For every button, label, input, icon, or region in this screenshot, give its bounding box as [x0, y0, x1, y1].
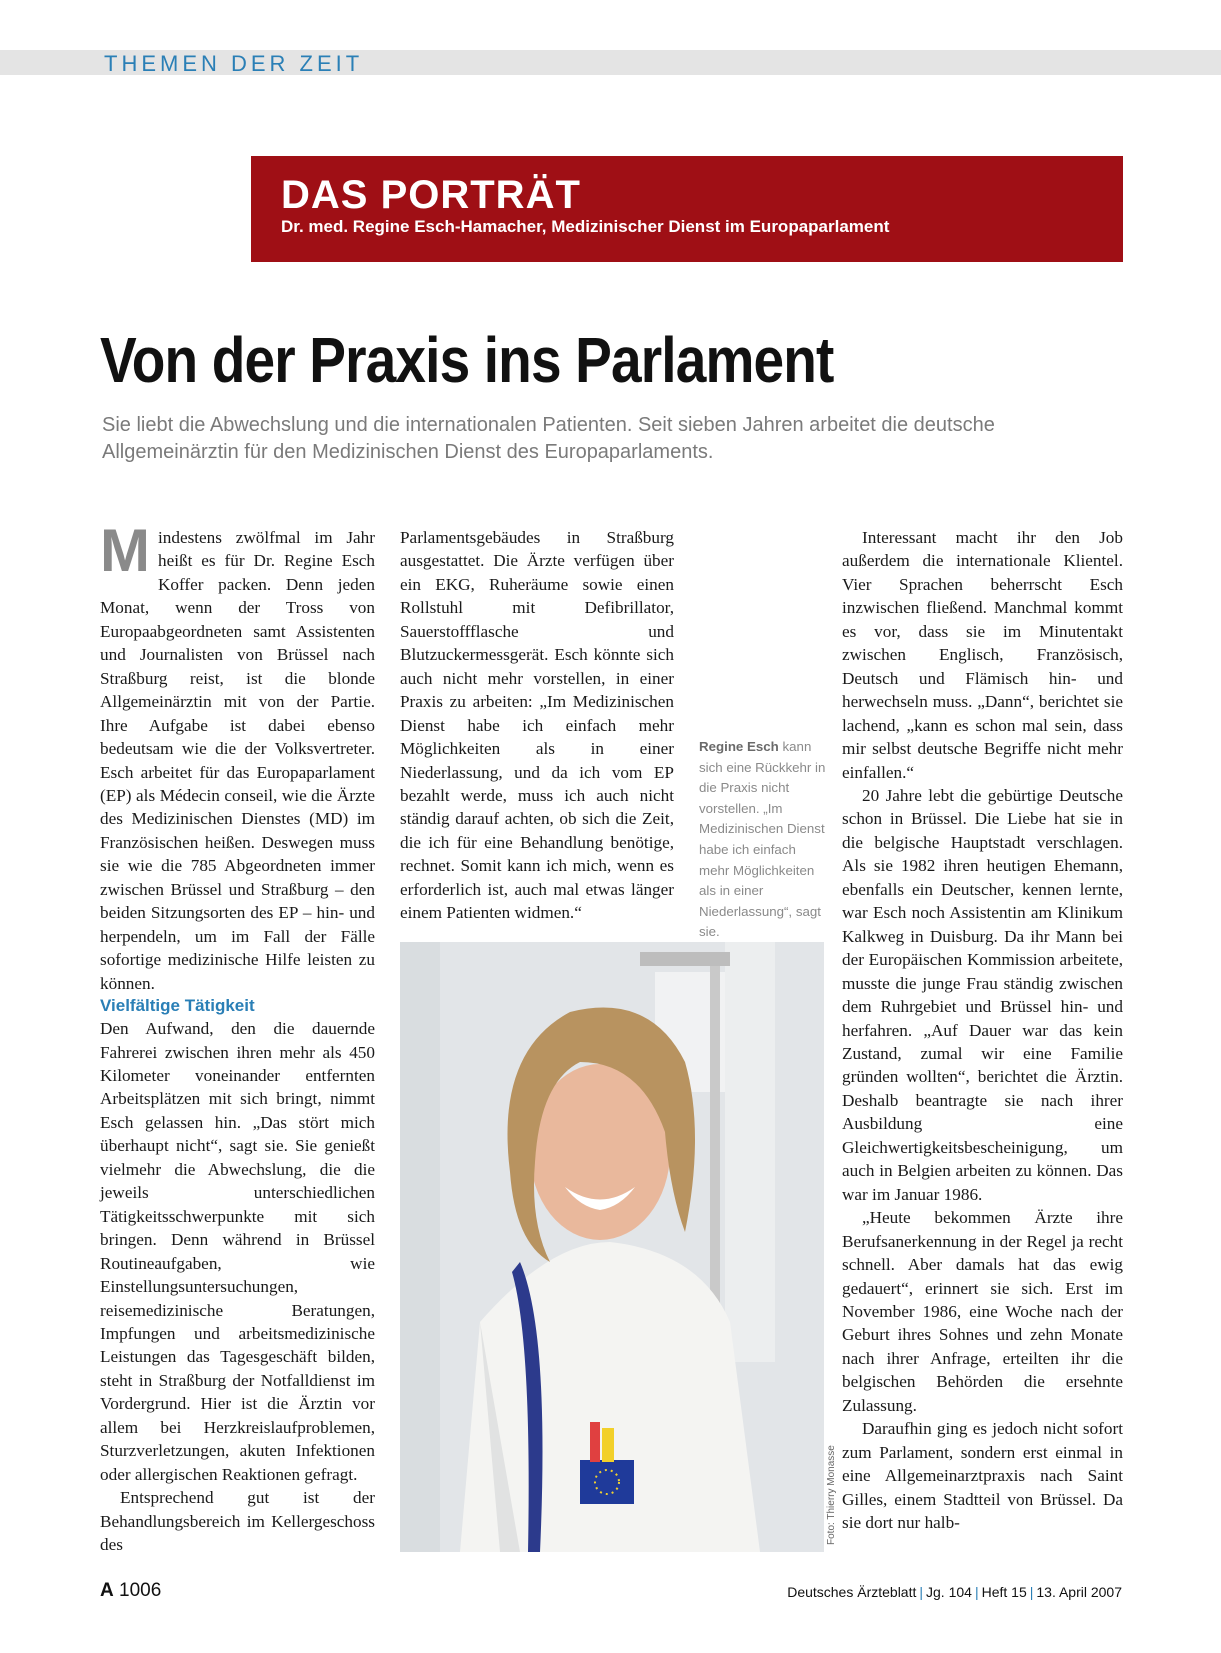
portrait-photo: [400, 942, 824, 1552]
portrait-photo-illustration: [400, 942, 824, 1552]
journal-volume: Jg. 104: [926, 1584, 972, 1600]
page-prefix: A: [100, 1580, 114, 1601]
journal-date: 13. April 2007: [1036, 1584, 1122, 1600]
col1-paragraph-1: indestens zwölfmal im Jahr heißt es für Dr. Regine Esch Koffer packen. Denn jeden Monat, wenn der Tross von Europaabgeordneten samt Assistenten und Journalisten von Brüssel nach Straßburg reist, ist die blonde Allgemeinärztin mit von der Partie. Ihre Aufgabe ist dabei ebenso bedeutsam wie die der Volksvertreter. Esch arbeitet für das Europaparlament (EP) als Médecin conseil, wie die Ärzte des Medizinischen Dienstes (MD) im Französischen heißen. Deswegen muss sie wie die 785 Abgeordneten immer zwischen Brüssel und Straßburg – den beiden Sitzungsorten des EP – hin- und herpendeln, um im Fall der Fälle sofortige medizinische Hilfe leisten zu können.: [100, 528, 375, 993]
headline: Von der Praxis ins Parlament: [100, 324, 834, 396]
col2-paragraph-1: Parlamentsgebäudes in Straßburg ausgestattet. Die Ärzte verfügen über ein EKG, Ruheräume sowie einen Rollstuhl mit Defibrillator, Sauerstoffflasche und Blutzuckermessgerät. Esch könnte sich auch nicht mehr vorstellen, in einer Praxis zu arbeiten: „Im Medizinischen Dienst habe ich einfach mehr Möglichkeiten als in einer Niederlassung, und da ich vom EP bezahlt werde, muss ich auch nicht ständig darauf achten, ob sich die Zeit, die ich für eine Behandlung benötige, rechnet. Somit kann ich mich, wenn es erforderlich ist, auch mal etwas länger einem Patienten widmen.“: [400, 528, 674, 923]
drop-cap: M: [100, 517, 150, 584]
col3-paragraph-1: Interessant macht ihr den Job außerdem die internationale Klientel. Vier Sprachen beherrscht Esch inzwischen fließend. Manchmal kommt es vor, dass sie im Minutentakt zwischen Englisch, Französisch, Deutsch und Flämisch hin- und herwechseln muss. „Dann“, berichtet sie lachend, „kann es schon mal sein, dass mir selbst deutsche Begriffe nicht mehr einfallen.“: [842, 528, 1123, 782]
portrait-banner: [251, 156, 1123, 262]
article-column-1: [100, 517, 375, 1556]
journal-footer: Deutsches Ärzteblatt | Jg. 104 | Heft 15 | 13. April 2007: [787, 1584, 1122, 1600]
col3-paragraph-3: „Heute bekommen Ärzte ihre Berufsanerkennung in der Regel ja recht schnell. Aber damals hat das ewig gedauert“, erinnert sie sich. Erst im November 1986, eine Woche nach der Geburt ihres Sohnes und zehn Monate nach ihrer Anfrage, erteilten ihr die belgischen Behörden die ersehnte Zulassung.: [842, 1208, 1123, 1415]
article-column-3: [842, 526, 1123, 1534]
subhead: Vielfältige Tätigkeit: [100, 996, 255, 1016]
page-number-value: 1006: [119, 1580, 162, 1601]
portrait-subtitle: Dr. med. Regine Esch-Hamacher, Medizinischer Dienst im Europaparlament: [281, 217, 890, 236]
col1-paragraph-3: Entsprechend gut ist der Behandlungsbereich im Kellergeschoss des: [100, 1488, 375, 1555]
journal-name: Deutsches Ärzteblatt: [787, 1584, 917, 1600]
journal-issue: Heft 15: [981, 1584, 1027, 1600]
col3-paragraph-4: Daraufhin ging es jedoch nicht sofort zum Parlament, sondern erst einmal in eine Allgemeinarztpraxis nach Saint Gilles, einem Stadtteil von Brüssel. Da sie dort nur halb-: [842, 1419, 1123, 1533]
page-number: [100, 1580, 161, 1602]
photo-credit: Foto: Thierry Monasse: [826, 1445, 837, 1545]
caption-text: kann sich eine Rückkehr in die Praxis nicht vorstellen. „Im Medizinischen Dienst habe ich einfach mehr Möglichkeiten als in einer Niederlassung“, sagt sie.: [699, 739, 826, 940]
article-column-2: [400, 526, 674, 925]
caption-name: Regine Esch: [699, 739, 779, 754]
col1-paragraph-2: Den Aufwand, den die dauernde Fahrerei zwischen ihren mehr als 450 Kilometer voneinander entfernten Arbeitsplätzen mit sich bringt, nimmt Esch gelassen hin. „Das stört mich überhaupt nicht“, sagt sie. Sie genießt vielmehr die Abwechslung, die die jeweils unterschiedlichen Tätigkeitsschwerpunkte mit sich bringen. Denn während in Brüssel Routineaufgaben, wie Einstellungsuntersuchungen, reisemedizinische Beratungen, Impfungen und arbeitsmedizinische Leistungen das Tagesgeschäft bilden, steht in Straßburg der Notfalldienst im Vordergrund. Hier ist die Ärztin vor allem bei Herzkreislaufproblemen, Sturzverletzungen, akuten Infektionen oder allergischen Reaktionen gefragt.: [100, 1019, 375, 1484]
col3-paragraph-2: 20 Jahre lebt die gebürtige Deutsche schon in Brüssel. Die Liebe hat sie in die belgische Hauptstadt verschlagen. Als sie 1982 ihren heutigen Ehemann, ebenfalls ein Deutscher, kennen lernte, war Esch noch Assistentin am Klinikum Kalkweg in Duisburg. Da ihr Mann bei der Europäischen Kommission arbeitete, musste die junge Frau ständig zwischen dem Ruhrgebiet und Brüssel hin- und herfahren. „Auf Dauer war das kein Zustand, zumal wir eine Familie gründen wollten“, berichtet die Ärztin. Deshalb beantragte sie nach ihrer Ausbildung eine Gleichwertigkeitsbescheinigung, um auch in Belgien arbeiten zu können. Das war im Januar 1986.: [842, 785, 1123, 1204]
portrait-title: DAS PORTRÄT: [281, 173, 581, 217]
photo-caption: [699, 737, 829, 943]
rubric-label: THEMEN DER ZEIT: [104, 51, 364, 76]
lede: Sie liebt die Abwechslung und die internationalen Patienten. Seit sieben Jahren arbeitet die deutsche Allgemeinärztin für den Medizinischen Dienst des Europaparlaments.: [102, 414, 995, 463]
